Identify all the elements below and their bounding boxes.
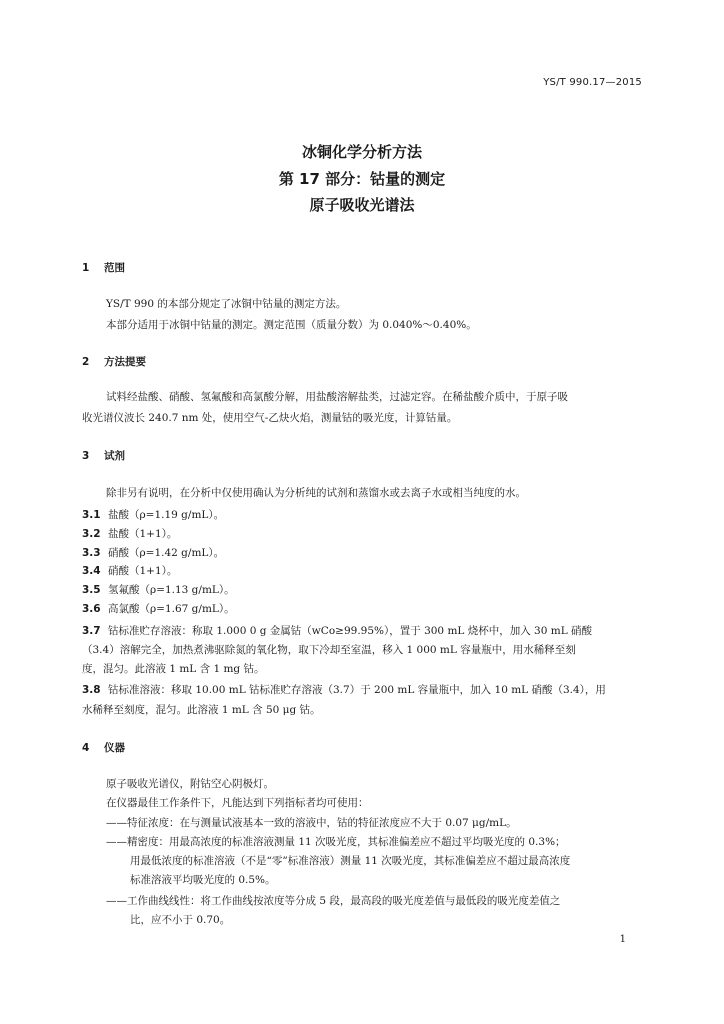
item-number: 3.1 bbox=[82, 509, 101, 521]
item-text: 盐酸（ρ=1.19 g/mL）。 bbox=[108, 509, 225, 521]
reagent-item bbox=[82, 529, 177, 540]
section-3-heading bbox=[82, 451, 125, 462]
paragraph: 除非另有说明，在分析中仅使用确认为分析纯的试剂和蒸馏水或去离子水或相当纯度的水。 bbox=[106, 487, 526, 499]
section-number: 2 bbox=[82, 356, 90, 368]
item-text: 高氯酸（ρ=1.67 g/mL）。 bbox=[108, 603, 235, 615]
dash-item-continued: 用最低浓度的标准溶液（不是“零”标准溶液）测量 11 次吸光度，其标准偏差应不超过最高浓度 bbox=[130, 855, 571, 867]
paragraph: YS/T 990 的本部分规定了冰铜中钴量的测定方法。 bbox=[106, 298, 347, 310]
item-number: 3.3 bbox=[82, 547, 101, 559]
section-1-heading bbox=[82, 263, 125, 274]
dash-item: ——特征浓度：在与测量试液基本一致的溶液中，钴的特征浓度应不大于 0.07 μg/mL。 bbox=[106, 817, 517, 829]
reagent-item bbox=[82, 510, 224, 521]
paragraph: 在仪器最佳工作条件下，凡能达到下列指标者均可使用： bbox=[106, 797, 369, 809]
paragraph-line: （3.4）溶解完全，加热煮沸驱除氮的氧化物，取下冷却至室温，移入 1 000 mL 容量瓶中，用水稀释至刻 bbox=[82, 644, 576, 656]
item-number: 3.4 bbox=[82, 565, 101, 577]
section-number: 1 bbox=[82, 262, 90, 274]
item-text: 氢氟酸（ρ=1.13 g/mL）。 bbox=[108, 584, 235, 596]
paragraph-line: 试料经盐酸、硝酸、氢氟酸和高氯酸分解，用盐酸溶解盐类，过滤定容。在稀盐酸介质中，于原子吸 bbox=[106, 391, 568, 403]
dash-item: ——精密度：用最高浓度的标准溶液测量 11 次吸光度，其标准偏差应不超过平均吸光度的 0.3%； bbox=[106, 836, 566, 848]
section-number: 4 bbox=[82, 742, 90, 754]
dash-item: ——工作曲线线性：将工作曲线按浓度等分成 5 段，最高段的吸光度差值与最低段的吸光度差值之 bbox=[106, 895, 561, 907]
item-text: 钴标准溶液：移取 10.00 mL 钴标准贮存溶液（3.7）于 200 mL 容量瓶中，加入 10 mL 硝酸（3.4），用 bbox=[108, 684, 606, 696]
dash-item-continued: 比，应不小于 0.70。 bbox=[130, 914, 231, 926]
section-title: 试剂 bbox=[104, 450, 125, 462]
reagent-item bbox=[82, 604, 235, 615]
item-number: 3.2 bbox=[82, 528, 101, 540]
item-number: 3.5 bbox=[82, 584, 101, 596]
section-title: 范围 bbox=[104, 262, 125, 274]
paragraph: 本部分适用于冰铜中钴量的测定。测定范围（质量分数）为 0.040%～0.40%。 bbox=[106, 319, 477, 331]
page-number: 1 bbox=[619, 934, 626, 945]
section-4-heading bbox=[82, 743, 125, 754]
item-text: 钴标准贮存溶液：称取 1.000 0 g 金属钴（wCo≥99.95%），置于 300 mL 烧杯中，加入 30 mL 硝酸 bbox=[108, 625, 593, 637]
section-number: 3 bbox=[82, 450, 90, 462]
title-line-1: 冰铜化学分析方法 bbox=[301, 143, 422, 161]
reagent-item bbox=[82, 548, 224, 559]
item-text: 硝酸（ρ=1.42 g/mL）。 bbox=[108, 547, 225, 559]
item-text: 盐酸（1+1）。 bbox=[108, 528, 178, 540]
reagent-item bbox=[82, 585, 235, 596]
reagent-item bbox=[82, 566, 177, 577]
item-number: 3.8 bbox=[82, 684, 101, 696]
paragraph-line: 水稀释至刻度，混匀。此溶液 1 mL 含 50 μg 钴。 bbox=[82, 704, 321, 716]
section-2-heading bbox=[82, 357, 146, 368]
title-line-3: 原子吸收光谱法 bbox=[309, 196, 415, 214]
reagent-item-3-8 bbox=[82, 685, 606, 696]
section-title: 仪器 bbox=[104, 742, 125, 754]
paragraph: 原子吸收光谱仪，附钴空心阴极灯。 bbox=[106, 778, 274, 790]
paragraph-line: 收光谱仪波长 240.7 nm 处，使用空气-乙炔火焰，测量钴的吸光度，计算钴量。 bbox=[82, 412, 458, 424]
standard-number: YS/T 990.17—2015 bbox=[543, 77, 642, 88]
paragraph-line: 度，混匀。此溶液 1 mL 含 1 mg 钴。 bbox=[82, 663, 265, 675]
item-text: 硝酸（1+1）。 bbox=[108, 565, 178, 577]
section-title: 方法提要 bbox=[104, 356, 146, 368]
item-number: 3.7 bbox=[82, 625, 101, 637]
item-number: 3.6 bbox=[82, 603, 101, 615]
reagent-item-3-7 bbox=[82, 626, 592, 637]
title-line-2: 第 17 部分：钴量的测定 bbox=[278, 170, 446, 188]
dash-item-continued: 标准溶液平均吸光度的 0.5%。 bbox=[130, 874, 276, 886]
